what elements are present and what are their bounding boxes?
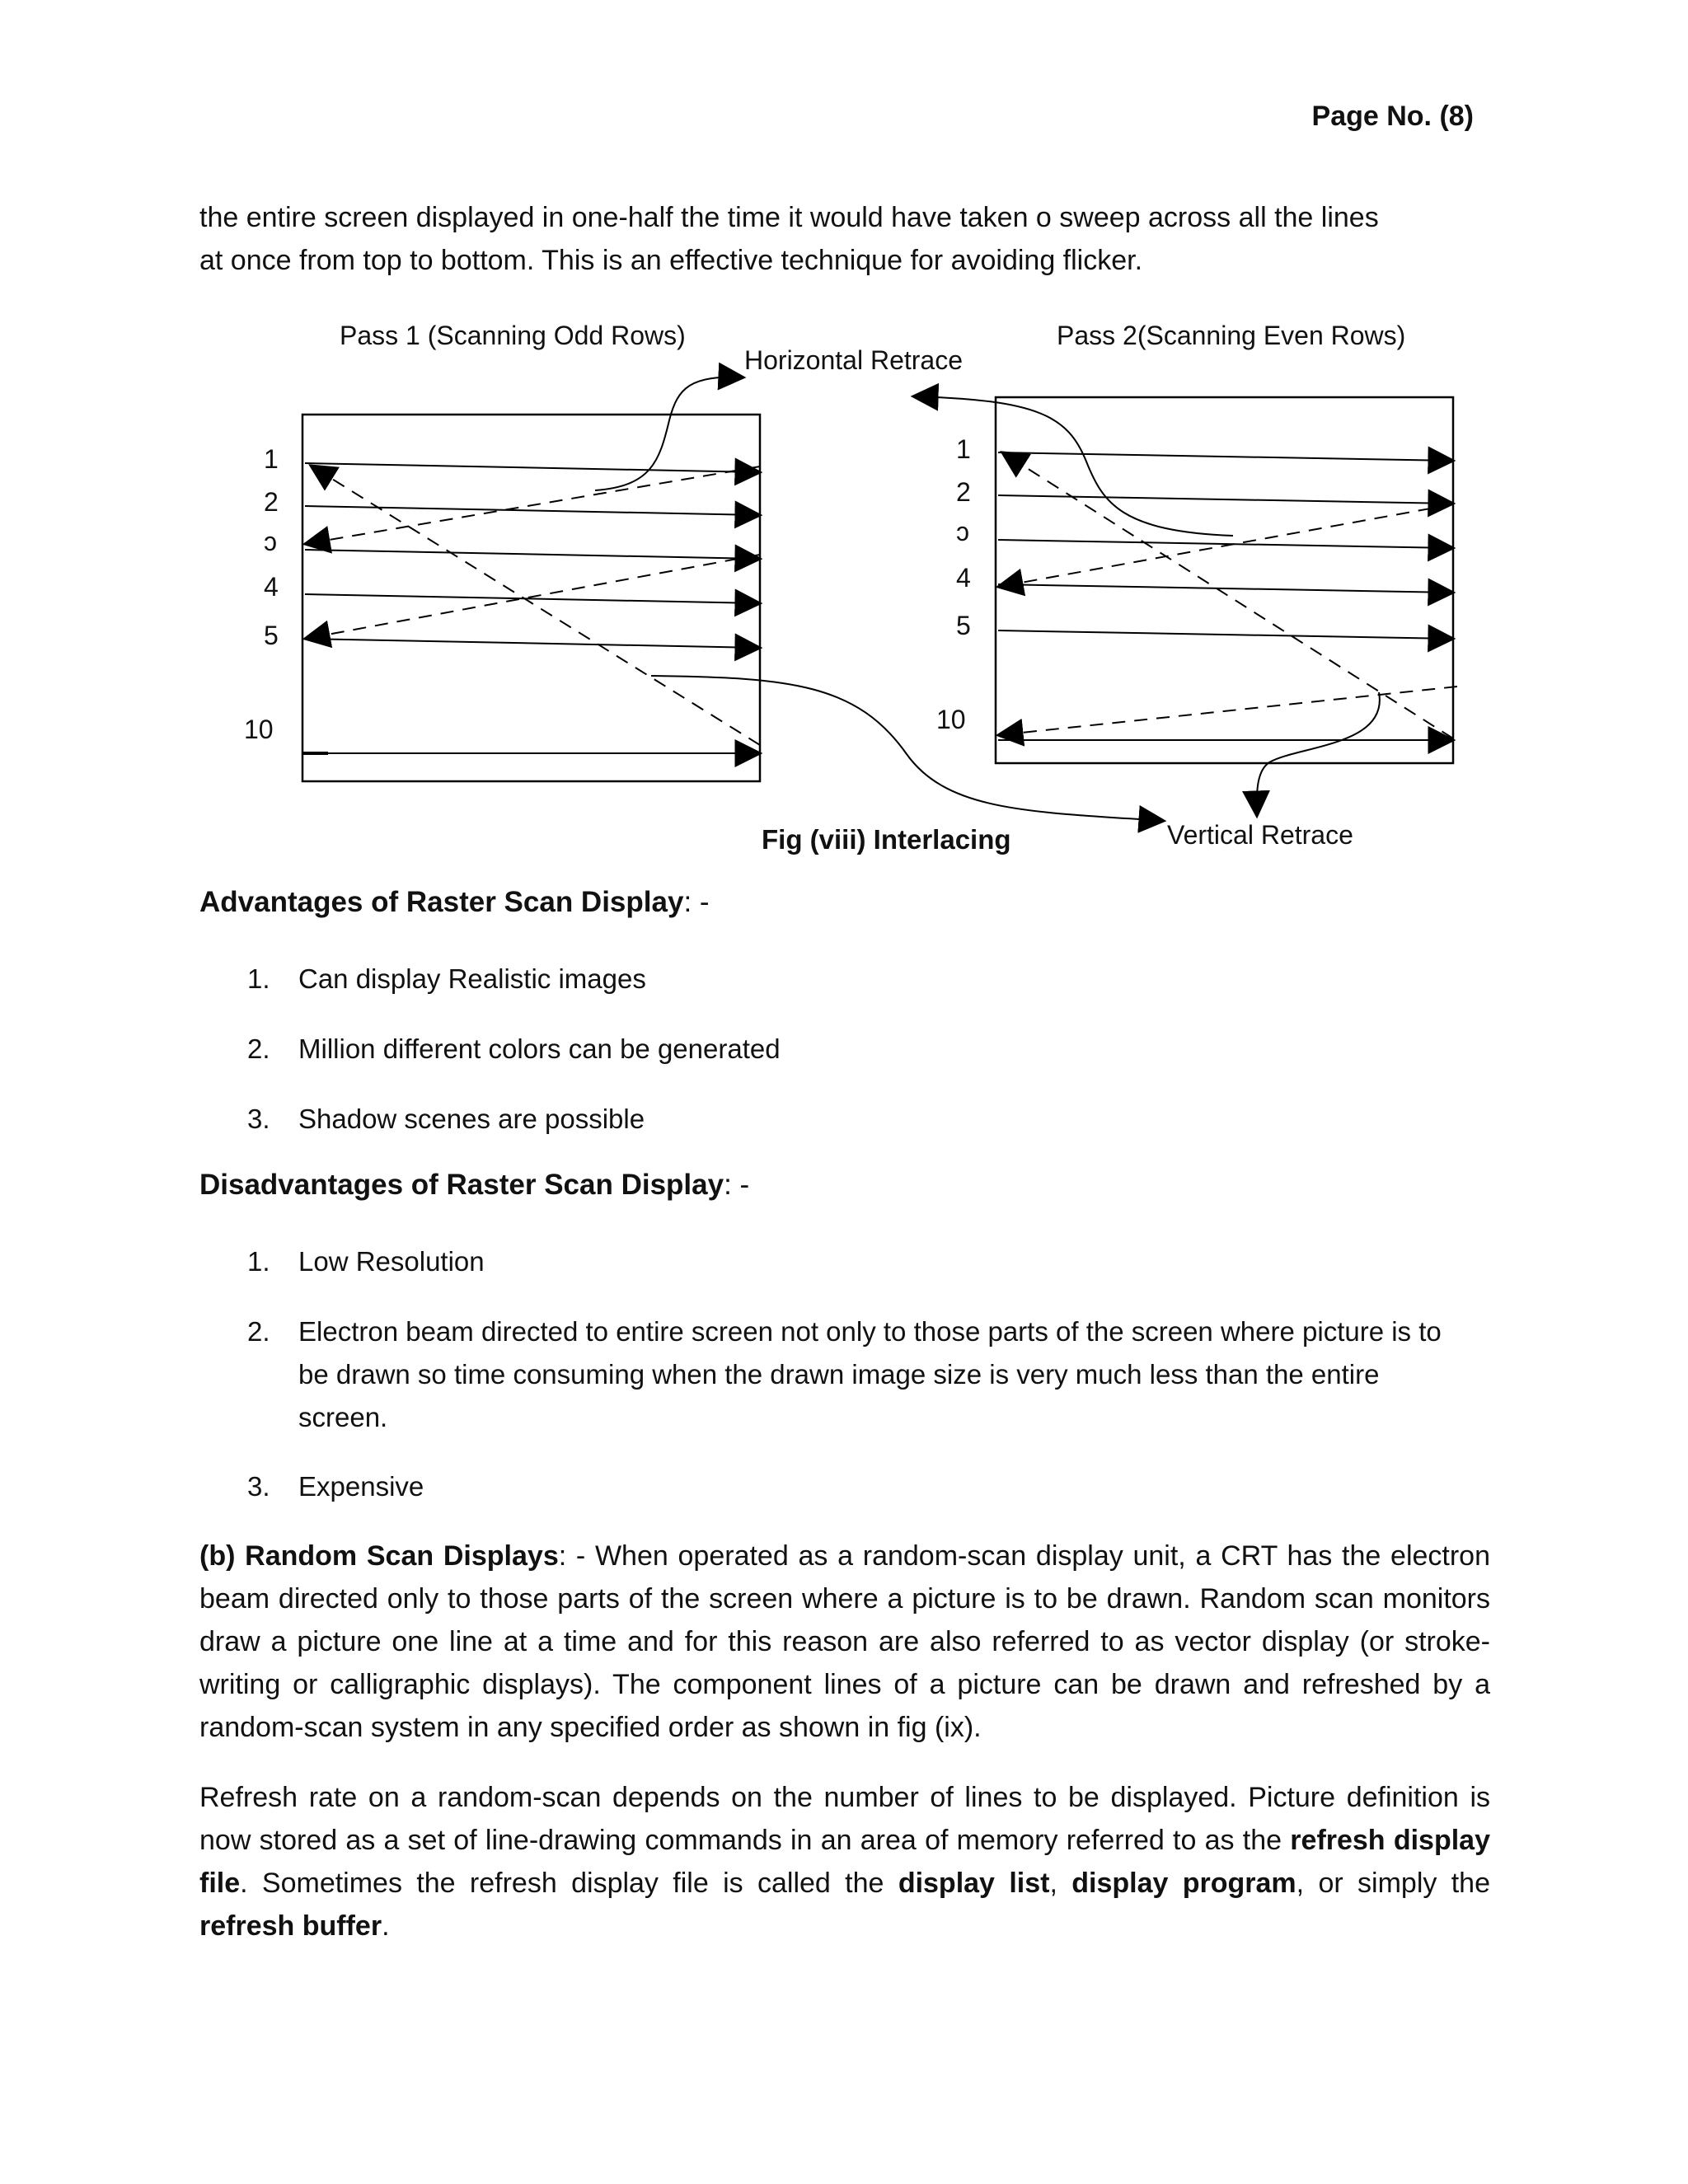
refresh-text: . <box>382 1910 390 1942</box>
page-number: Page No. (8) <box>1311 101 1474 132</box>
pass2-label: Pass 2(Scanning Even Rows) <box>1057 321 1406 350</box>
vertical-retrace-callout-right <box>1257 692 1380 816</box>
disadvantages-heading-suffix: : - <box>724 1169 750 1201</box>
scan-line <box>305 463 760 472</box>
list-number: 3. <box>247 1104 270 1134</box>
right-row-labels <box>936 434 971 734</box>
scan-line <box>998 584 1453 593</box>
pass1-label: Pass 1 (Scanning Odd Rows) <box>340 321 686 350</box>
left-scan-lines <box>302 463 760 753</box>
list-number: 1. <box>247 1246 270 1277</box>
horizontal-retrace-line <box>998 687 1457 735</box>
vertical-retrace-callout-left <box>651 676 1164 821</box>
refresh-text: , <box>1049 1868 1072 1899</box>
refresh-text: Refresh rate on a random-scan depends on the number of lines to be displayed. Picture definition is now stored as a set of line-drawing commands in an area of memory referred to as the <box>199 1782 1490 1856</box>
list-number: 3. <box>247 1471 270 1502</box>
scan-line <box>305 550 760 559</box>
advantages-heading-text: Advantages of Raster Scan Display <box>199 886 684 918</box>
display-list-term: display list <box>898 1868 1050 1899</box>
right-row-label: 4 <box>956 563 971 593</box>
figure-caption: Fig (viii) Interlacing <box>762 824 1011 855</box>
horizontal-retrace-line <box>305 555 760 639</box>
vertical-retrace-line <box>1002 452 1453 738</box>
list-text: Low Resolution <box>298 1246 485 1277</box>
scan-line <box>998 452 1453 461</box>
intro-line-2: at once from top to bottom. This is an effective technique for avoiding flicker. <box>199 245 1143 276</box>
right-row-label: 1 <box>956 434 971 464</box>
advantages-heading <box>199 886 710 919</box>
right-row-label: 10 <box>936 705 966 734</box>
random-scan-lead: (b) Random Scan Displays <box>199 1540 559 1572</box>
refresh-buffer-term: refresh buffer <box>199 1910 382 1942</box>
disadvantages-heading-text: Disadvantages of Raster Scan Display <box>199 1169 724 1201</box>
right-screen-frame <box>996 397 1453 763</box>
left-row-label: 5 <box>264 621 279 650</box>
right-scan-lines <box>998 452 1453 740</box>
refresh-text: . Sometimes the refresh display file is called the <box>240 1868 898 1899</box>
scan-line <box>998 495 1453 504</box>
list-text: Can display Realistic images <box>298 963 646 994</box>
scan-line <box>305 639 760 648</box>
advantages-heading-suffix: : - <box>683 886 710 918</box>
horizontal-retrace-callout-left <box>595 377 743 490</box>
scan-line <box>305 506 760 515</box>
scan-line <box>998 540 1453 548</box>
horizontal-retrace-line <box>998 504 1453 587</box>
vertical-retrace-line <box>311 466 760 745</box>
right-row-label: 2 <box>956 477 971 507</box>
left-row-label: 4 <box>264 572 279 602</box>
right-row-label: 5 <box>956 611 971 640</box>
left-row-label: 1 <box>264 444 279 474</box>
list-number: 2. <box>247 1033 270 1064</box>
disadvantages-heading <box>199 1169 749 1202</box>
refresh-display-file-term: refresh display file <box>199 1825 1490 1899</box>
left-row-labels <box>244 444 279 744</box>
right-row-label: ɔ <box>956 517 969 546</box>
list-text: Million different colors can be generated <box>298 1033 781 1064</box>
refresh-paragraph <box>199 1776 1490 1947</box>
random-scan-paragraph <box>199 1535 1490 1749</box>
scan-line <box>998 630 1453 639</box>
list-text: Shadow scenes are possible <box>298 1104 645 1134</box>
horizontal-retrace-callout-right <box>913 396 1233 536</box>
list-text: Expensive <box>298 1471 424 1502</box>
right-retrace-lines <box>998 452 1457 738</box>
list-number: 2. <box>247 1316 270 1347</box>
left-row-label: 2 <box>264 487 279 517</box>
vertical-retrace-label: Vertical Retrace <box>1167 820 1353 850</box>
interlacing-figure <box>0 0 1688 874</box>
list-text: Electron beam directed to entire screen not only to those parts of the screen where picture is to be drawn so time consuming when the drawn image size is very much less than the entire screen. <box>298 1316 1442 1432</box>
refresh-text: , or simply the <box>1296 1868 1491 1899</box>
horizontal-retrace-label: Horizontal Retrace <box>744 345 963 375</box>
random-scan-body: : - When operated as a random-scan display unit, a CRT has the electron beam directed only to those parts of the screen where a picture is to be drawn. Random scan monitors draw a picture one line at a time and for this reason are also referred to as vector display (or stroke-writing or calligraphic displays). The component lines of a picture can be drawn and refreshed by a random-scan system in any specified order as shown in fig (ix). <box>199 1540 1490 1743</box>
scan-line <box>305 594 760 603</box>
list-number: 1. <box>247 963 270 994</box>
display-program-term: display program <box>1071 1868 1296 1899</box>
left-row-label: 10 <box>244 715 274 744</box>
intro-line-1: the entire screen displayed in one-half the time it would have taken o sweep across all the lines <box>199 202 1379 233</box>
left-row-label: ɔ <box>264 527 277 556</box>
